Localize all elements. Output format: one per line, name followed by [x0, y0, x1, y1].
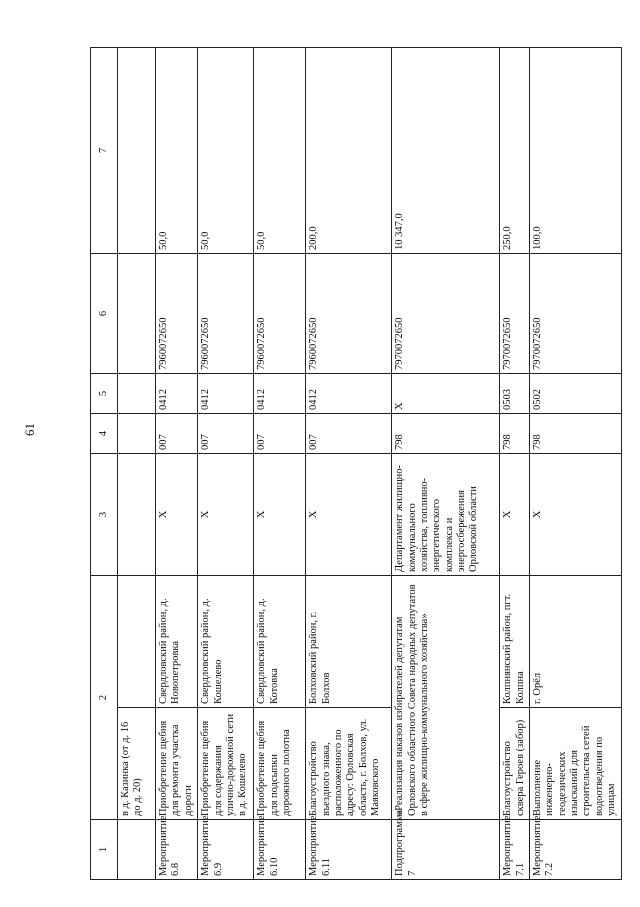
- cell-grbs: [118, 414, 156, 454]
- cell-csr: 7970072650: [529, 254, 621, 374]
- cell-csr: [118, 254, 156, 374]
- cell-grbs: 798: [529, 414, 621, 454]
- cell-grbs: 798: [500, 414, 530, 454]
- cell-grbs: 007: [198, 414, 254, 454]
- cell-rzpr: 0412: [306, 374, 392, 414]
- table-rotated-container: [90, 48, 618, 880]
- cell-location: Колпнянский район, пгт. Колпна: [500, 576, 530, 708]
- cell-rzpr: 0503: [500, 374, 530, 414]
- cell-code: Мероприятие 6.10: [254, 820, 306, 880]
- table-row: [306, 48, 392, 880]
- cell-description: Приобретение щебня для подсыпки дорожного полотна: [254, 708, 306, 820]
- cell-csr: 7970072650: [500, 254, 530, 374]
- budget-table: [90, 47, 622, 880]
- cell-code: Мероприятие 6.9: [198, 820, 254, 880]
- cell-description: Благоустройство въездного знака, расположенного по адресу: Орловская область, г. Болхов, ул. Маяковского: [306, 708, 392, 820]
- cell-location: Свердловский район, д. Кошелево: [198, 576, 254, 708]
- cell-responsible: [118, 454, 156, 576]
- cell-code: Мероприятие 6.11: [306, 820, 392, 880]
- cell-amount: 50,0: [156, 48, 198, 254]
- cell-location: Свердловский район, д. Котовка: [254, 576, 306, 708]
- cell-grbs: 007: [156, 414, 198, 454]
- table-row: [529, 48, 621, 880]
- cell-code: Мероприятие 7.1: [500, 820, 530, 880]
- cell-responsible: X: [254, 454, 306, 576]
- table-row: [198, 48, 254, 880]
- cell-description: Выполнение инженерно-геодезических изысканий для строительства сетей водоотведения по улицам: [529, 708, 621, 820]
- cell-responsible: X: [529, 454, 621, 576]
- header-cell: 5: [91, 374, 118, 414]
- cell-responsible: X: [156, 454, 198, 576]
- cell-csr: 7970072650: [392, 254, 500, 374]
- cell-code: Мероприятие 7.2: [529, 820, 621, 880]
- cell-csr: 7960072650: [254, 254, 306, 374]
- cell-description: в д. Казинка (от д. 16 до д. 20): [118, 708, 156, 820]
- table-row: [392, 48, 500, 880]
- cell-amount: 250,0: [500, 48, 530, 254]
- cell-responsible: X: [306, 454, 392, 576]
- cell-rzpr: 0412: [254, 374, 306, 414]
- cell-amount: 50,0: [254, 48, 306, 254]
- header-row: [91, 48, 118, 880]
- cell-rzpr: 0412: [156, 374, 198, 414]
- cell-responsible: Департамент жилищно-коммунального хозяйства, топливно-энергетического комплекса и энергосбережения Орловской области: [392, 454, 500, 576]
- cell-amount: 50,0: [198, 48, 254, 254]
- header-cell: 7: [91, 48, 118, 254]
- table-row: [156, 48, 198, 880]
- cell-location: Свердловский район, д. Новопетровка: [156, 576, 198, 708]
- cell-rzpr: 0502: [529, 374, 621, 414]
- table-row: [254, 48, 306, 880]
- cell-description: Приобретение щебня для содержания улично-дорожной сети в д. Кошелево: [198, 708, 254, 820]
- page-number: 61: [22, 423, 37, 436]
- cell-csr: 7960072650: [198, 254, 254, 374]
- cell-description: «Реализация наказов избирателей депутатам Орловского областного Совета народных депутатов в сфере жилищно-коммунального хозяйства»: [392, 576, 500, 820]
- cell-amount: [118, 48, 156, 254]
- table-row: [500, 48, 530, 880]
- cell-rzpr: 0412: [198, 374, 254, 414]
- cell-code: Мероприятие 6.8: [156, 820, 198, 880]
- header-cell: 2: [91, 576, 118, 820]
- cell-rzpr: [118, 374, 156, 414]
- cell-rzpr: X: [392, 374, 500, 414]
- header-cell: 3: [91, 454, 118, 576]
- cell-location: Болховский район, г. Болхов: [306, 576, 392, 708]
- cell-location: г. Орёл: [529, 576, 621, 708]
- cell-responsible: X: [198, 454, 254, 576]
- cell-code: Подпрограмма 7: [392, 820, 500, 880]
- cell-description: Приобретение щебня для ремонта участка дороги: [156, 708, 198, 820]
- cell-location: [118, 576, 156, 708]
- cell-code: [118, 820, 156, 880]
- cell-csr: 7960072650: [306, 254, 392, 374]
- table-row: [118, 48, 156, 880]
- header-cell: 6: [91, 254, 118, 374]
- cell-description: Благоустройство сквера Героев (забор): [500, 708, 530, 820]
- cell-amount: 100,0: [529, 48, 621, 254]
- cell-amount: 10 347,0: [392, 48, 500, 254]
- cell-responsible: X: [500, 454, 530, 576]
- cell-csr: 7960072650: [156, 254, 198, 374]
- header-cell: 4: [91, 414, 118, 454]
- cell-amount: 200,0: [306, 48, 392, 254]
- header-cell: 1: [91, 820, 118, 880]
- cell-grbs: 007: [254, 414, 306, 454]
- cell-grbs: 798: [392, 414, 500, 454]
- cell-grbs: 007: [306, 414, 392, 454]
